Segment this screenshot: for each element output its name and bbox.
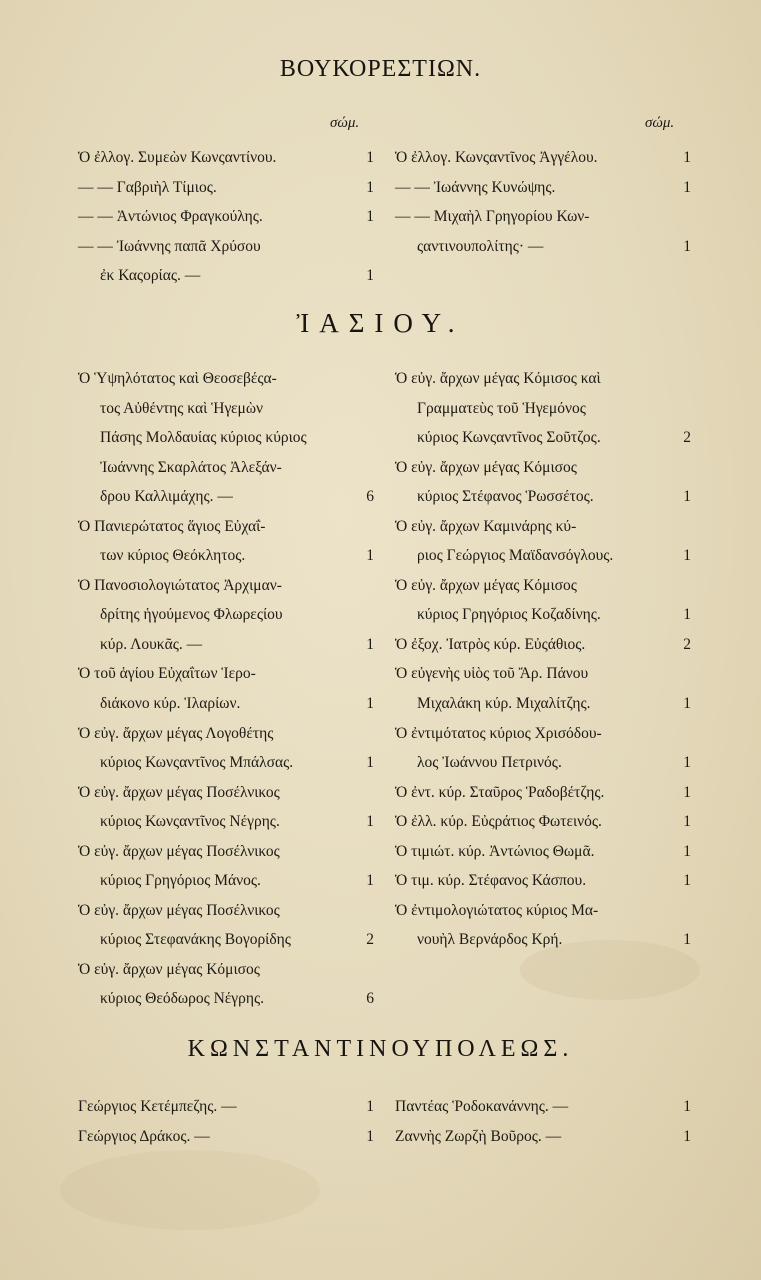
entry-text: Ὁ εὐγενὴς υἱὸς τοῦ Ἄρ. Πάνου (395, 665, 589, 683)
volume-count: 1 (683, 237, 691, 255)
entry-text: — — Γαβριὴλ Τίμιος. (78, 178, 217, 196)
entry-text: Γεώργιος Δράκος. — (78, 1127, 210, 1145)
list-item (395, 423, 695, 453)
entry-text: Ὁ Πανιερώτατος ἅγιος Εὐχαΐ- (78, 517, 266, 535)
list-item (395, 453, 695, 483)
entry-text: ςαντινουπολίτης· — (417, 237, 544, 255)
entry-text: διάκονο κύρ. Ἱλαρίων. (100, 695, 241, 713)
entry-text: Ὁ εὐγ. ἄρχων μέγας Κόμισος (78, 960, 260, 978)
list-item (395, 143, 695, 173)
list-item (395, 896, 695, 926)
entry-text: κύριος Στέφανος Ῥωσσέτος. (417, 488, 594, 506)
entry-text: των κύριος Θεόκλητος. (100, 547, 246, 565)
entry-text: Ὁ ἐλλογ. Συμεὼν Κωνςαντίνου. (78, 149, 277, 166)
entry-text: — — Ἀντώνιος Φραγκούλης. (78, 208, 263, 226)
entry-text: κύριος Γρηγόριος Μάνος. (100, 872, 261, 890)
volume-count: 1 (683, 488, 691, 506)
list-item (78, 261, 378, 291)
section-heading-konstantinoupoleos: ΚΩΝΣΤΑΝΤΙΝΟΥΠΟΛΕΩΣ. (187, 1036, 574, 1062)
volume-count: 6 (366, 990, 374, 1008)
list-item (78, 955, 378, 985)
volume-count: 1 (683, 149, 691, 166)
list-item (395, 202, 695, 232)
list-item (78, 512, 378, 542)
entry-text: Ὁ Ὑψηλότατος καὶ Θεοσεβέςα- (78, 370, 277, 387)
volume-count: 1 (683, 178, 691, 196)
entry-text: κύριος Κωνςαντῖνος Νέγρης. (100, 813, 280, 831)
entry-text: Ὁ τιμ. κύρ. Στέφανος Κάσπου. (395, 872, 587, 890)
list-item (78, 896, 378, 926)
list-item (78, 173, 378, 203)
volume-count: 1 (683, 547, 691, 565)
list-item (395, 232, 695, 262)
section-heading-iasiou: ἸΑΣΙΟΥ. (296, 308, 465, 338)
list-item (78, 748, 378, 778)
entry-text: — — Ἰωάννης παπᾶ Χρύσου (78, 237, 261, 255)
list-item (395, 394, 695, 424)
list-item (395, 807, 695, 837)
volume-count: 1 (683, 872, 691, 890)
entry-text: Ὁ ἐντ. κύρ. Σταῦρος Ῥαδοβέτζης. (395, 783, 605, 801)
list-item (395, 1092, 695, 1122)
list-item (78, 925, 378, 955)
list-item (395, 689, 695, 719)
list-item (78, 364, 378, 394)
volume-count: 1 (683, 695, 691, 713)
volume-count: 1 (683, 931, 691, 949)
section2-left-column (78, 364, 378, 1014)
entry-text: Πάσης Μολδαυίας κύριος κύριος (100, 429, 307, 447)
volume-count: 1 (683, 606, 691, 624)
volume-count: 1 (683, 1127, 691, 1145)
entry-text: — — Μιχαὴλ Γρηγορίου Κων- (395, 208, 590, 226)
entry-text: Ὁ εὐγ. ἄρχων Καμινάρης κύ- (395, 517, 577, 535)
entry-text: τος Αὐθέντης καὶ Ἡγεμὼν (100, 399, 264, 417)
list-item (78, 232, 378, 262)
volume-column-label-left: σώμ. (330, 115, 360, 131)
volume-count: 1 (683, 754, 691, 772)
list-item (395, 748, 695, 778)
list-item (78, 719, 378, 749)
volume-count: 2 (683, 635, 691, 653)
list-item (78, 143, 378, 173)
list-item (395, 866, 695, 896)
list-item (78, 778, 378, 808)
list-item (395, 541, 695, 571)
section2-right-column (395, 364, 695, 955)
section3-right-column (395, 1092, 695, 1151)
section1-left-column (78, 143, 378, 291)
entry-text: δρίτης ἡγούμενος Φλωρεςίου (100, 606, 283, 624)
entry-text: Ὁ εὐγ. ἄρχων μέγας Ποσέλνικος (78, 901, 280, 919)
entry-text: Ὁ τοῦ ἁγίου Εὐχαΐτων Ἱερο- (78, 665, 256, 683)
list-item (395, 173, 695, 203)
list-item (395, 571, 695, 601)
list-item (78, 202, 378, 232)
entry-text: Ὁ εὐγ. ἄρχων μέγας Ποσέλνικος (78, 783, 280, 801)
section3-left-column (78, 1092, 378, 1151)
entry-text: ριος Γεώργιος Μαϊδανσόγλους. (417, 547, 614, 565)
volume-count: 1 (366, 149, 374, 166)
entry-text: Γραμματεὺς τοῦ Ἡγεμόνος (417, 399, 586, 417)
entry-text: Ἰωάννης Σκαρλάτος Ἀλεξάν- (100, 458, 282, 476)
list-item (78, 630, 378, 660)
page-title: ΒΟΥΚΟΡΕΣΤΙΩΝ. (279, 56, 482, 82)
volume-count: 1 (366, 872, 374, 890)
entry-text: Μιχαλάκη κύρ. Μιχαλίτζης. (417, 695, 591, 713)
volume-count: 1 (683, 842, 691, 860)
volume-count: 1 (366, 267, 374, 285)
volume-count: 1 (366, 754, 374, 772)
volume-count: 6 (366, 488, 374, 506)
list-item (78, 541, 378, 571)
list-item (395, 659, 695, 689)
list-item (395, 778, 695, 808)
entry-text: λος Ἰωάννου Πετρινός. (417, 754, 562, 772)
entry-text: Ὁ εὐγ. ἄρχων μέγας Κόμισος (395, 458, 577, 476)
list-item (78, 689, 378, 719)
volume-count: 1 (683, 1098, 691, 1115)
volume-count: 1 (366, 695, 374, 713)
volume-count: 1 (366, 813, 374, 831)
list-item (78, 423, 378, 453)
volume-count: 1 (366, 635, 374, 653)
list-item (395, 364, 695, 394)
volume-count: 1 (366, 208, 374, 226)
entry-text: Ὁ εὐγ. ἄρχων μέγας Κόμισος καὶ (395, 370, 601, 387)
volume-count: 1 (366, 547, 374, 565)
volume-count: 2 (683, 429, 691, 447)
entry-text: Ὁ ἐντιμότατος κύριος Χρισόδου- (395, 724, 602, 742)
entry-text: κύριος Κωνςαντῖνος Σοῦτζος. (417, 429, 601, 447)
list-item (78, 837, 378, 867)
volume-column-label-right: σώμ. (645, 115, 675, 131)
entry-text: Ὁ ἐλλ. κύρ. Εὐςράτιος Φωτεινός. (395, 813, 602, 831)
list-item (78, 807, 378, 837)
entry-text: κύρ. Λουκᾶς. — (100, 635, 203, 653)
paper-stain (60, 1150, 320, 1230)
entry-text: κύριος Γρηγόριος Κοζαδίνης. (417, 606, 601, 624)
list-item (78, 1092, 378, 1122)
volume-count: 1 (683, 783, 691, 801)
entry-text: δρου Καλλιμάχης. — (100, 488, 233, 506)
volume-count: 1 (366, 178, 374, 196)
list-item (395, 630, 695, 660)
list-item (395, 512, 695, 542)
volume-count: 1 (366, 1127, 374, 1145)
list-item (78, 571, 378, 601)
entry-text: νουὴλ Βερνάρδος Κρή. (417, 931, 563, 949)
section1-right-column (395, 143, 695, 261)
entry-text: Ὁ εὐγ. ἄρχων μέγας Ποσέλνικος (78, 842, 280, 860)
list-item (395, 837, 695, 867)
entry-text: κύριος Κωνςαντῖνος Μπάλσας. (100, 754, 294, 772)
list-item (78, 866, 378, 896)
list-item (395, 719, 695, 749)
entry-text: Ζαννὴς Ζωρζὴ Βοῦρος. — (395, 1127, 562, 1145)
list-item (78, 1122, 378, 1152)
list-item (78, 659, 378, 689)
entry-text: Ὁ Πανοσιολογιώτατος Ἀρχιμαν- (78, 576, 282, 594)
volume-count: 2 (366, 931, 374, 949)
list-item (78, 482, 378, 512)
entry-text: Ὁ εὐγ. ἄρχων μέγας Λογοθέτης (78, 724, 274, 742)
list-item (78, 600, 378, 630)
entry-text: Γεώργιος Κετέμπεζης. — (78, 1098, 237, 1115)
entry-text: Ὁ τιμιώτ. κύρ. Ἀντώνιος Θωμᾶ. (395, 842, 595, 860)
volume-count: 1 (683, 813, 691, 831)
entry-text: Ὁ ἐξοχ. Ἰατρὸς κύρ. Εὐςάθιος. (395, 635, 586, 653)
list-item (395, 925, 695, 955)
entry-text: — — Ἰωάννης Κυνώψης. (395, 178, 556, 196)
list-item (78, 453, 378, 483)
list-item (78, 984, 378, 1014)
entry-text: Ὁ ἐντιμολογιώτατος κύριος Μα- (395, 901, 599, 919)
list-item (395, 600, 695, 630)
entry-text: κύριος Στεφανάκης Βογορίδης (100, 931, 291, 949)
list-item (395, 1122, 695, 1152)
list-item (395, 482, 695, 512)
entry-text: κύριος Θεόδωρος Νέγρης. (100, 990, 265, 1008)
list-item (78, 394, 378, 424)
entry-text: Ὁ ἐλλογ. Κωνςαντῖνος Ἀγγέλου. (395, 149, 598, 166)
entry-text: Ὁ εὐγ. ἄρχων μέγας Κόμισος (395, 576, 577, 594)
volume-count: 1 (366, 1098, 374, 1115)
entry-text: Παντέας Ῥοδοκανάννης. — (395, 1098, 569, 1115)
entry-text: ἐκ Καςορίας. — (100, 267, 201, 285)
